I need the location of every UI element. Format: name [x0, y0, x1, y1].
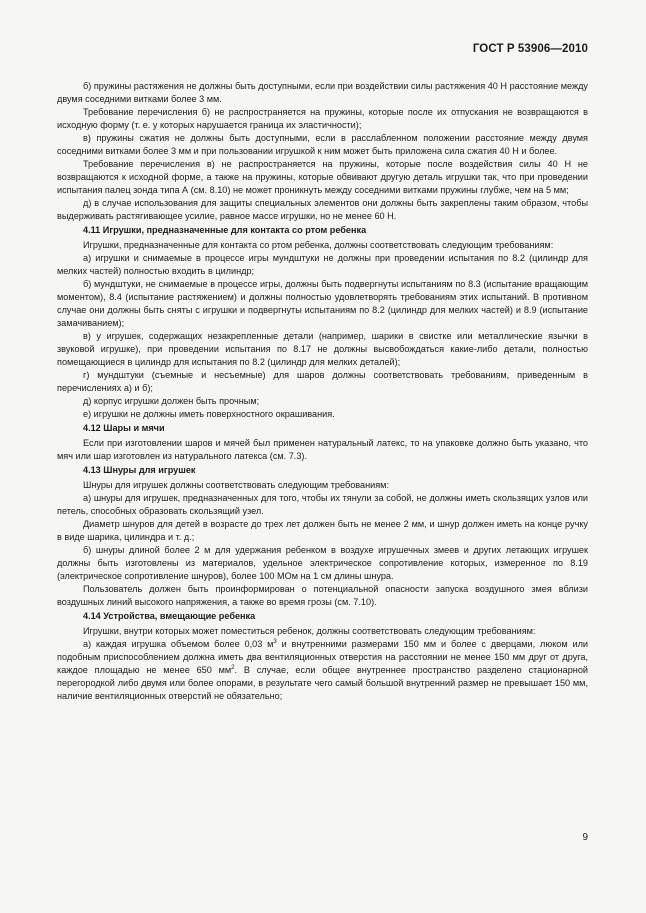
text-run: а) каждая игрушка объемом более 0,03 м	[83, 639, 274, 649]
paragraph: Диаметр шнуров для детей в возрасте до трех лет должен быть не менее 2 мм, и шнур должен иметь на конце ручку в виде шарика, цилиндра и т. д.;	[57, 519, 588, 542]
superscript: 3	[273, 638, 277, 645]
text-run: . В случае, если общее внутреннее пространство разделено стационарной перегородкой либо двумя или более опорами, в результате чего самый большой внутренний размер не превышает 150 мм, наличие вентиляционных отверстий не обязательно;	[57, 665, 588, 701]
section-heading-4-11: 4.11 Игрушки, предназначенные для контакта со ртом ребенка	[83, 225, 367, 235]
paragraph: д) корпус игрушки должен быть прочным;	[83, 396, 260, 406]
paragraph: Требование перечисления б) не распространяется на пружины, которые после их отпускания не возвращаются в исходную форму (т. е. у которых нарушается граница их эластичности);	[57, 107, 588, 130]
text-run: и внутренними размерами 150 мм и более с дверцами, люком или подобным приспособлением должна иметь два вентиляционных отверстия на расстоянии не менее 150 мм друг от друга, каждое площадью не менее 650 мм	[57, 639, 588, 675]
paragraph: б) шнуры длиной более 2 м для удержания ребенком в воздухе игрушечных змеев и других летающих игрушек должны быть изготовлены из материалов, удельное электрическое сопротивление которых, измеренное по 8.19 (электрическое сопротивление шнуров), более 100 МОм на 1 см длины шнура.	[57, 545, 588, 581]
section-heading-4-13: 4.13 Шнуры для игрушек	[83, 465, 196, 475]
paragraph: д) в случае использования для защиты специальных элементов они должны быть закреплены таким образом, чтобы выдерживать растягивающее усилие, равное массе игрушки, но не менее 60 Н.	[57, 198, 588, 221]
paragraph	[57, 638, 588, 703]
paragraph: в) у игрушек, содержащих незакрепленные детали (например, шарики в свистке или металлические язычки в звуковой игрушке), при проведении испытания по 8.17 не должны высвобождаться какие-либо детали, полностью помещающиеся в цилиндр для испытания по 8.2 (цилиндр для мелких деталей);	[57, 331, 588, 367]
document-body	[57, 80, 588, 703]
section-heading-4-12: 4.12 Шары и мячи	[83, 423, 165, 433]
paragraph: а) игрушки и снимаемые в процессе игры мундштуки не должны при проведении испытания по 8.2 (цилиндр для мелких частей) полностью входить в цилиндр;	[57, 253, 588, 276]
paragraph: Требование перечисления в) не распространяется на пружины, которые после воздействия силы 40 Н не возвращаются к исходной форме, а также на пружины, которые обвивают другую деталь игрушки так, что при проведении испытания палец зонда типа А (см. 8.10) не может проникнуть между соседними витками пружины глубже, чем на 5 мм;	[57, 159, 588, 195]
page-number: 9	[582, 832, 588, 843]
paragraph: а) шнуры для игрушек, предназначенных для того, чтобы их тянули за собой, не должны иметь скользящих узлов или петель, способных образовать скользящий узел.	[57, 493, 588, 516]
paragraph: б) пружины растяжения не должны быть доступными, если при воздействии силы растяжения 40 Н расстояние между двумя соседними витками более 3 мм.	[57, 81, 588, 104]
paragraph: Шнуры для игрушек должны соответствовать следующим требованиям:	[83, 480, 389, 490]
section-heading-4-14: 4.14 Устройства, вмещающие ребенка	[83, 611, 256, 621]
paragraph: е) игрушки не должны иметь поверхностного окрашивания.	[83, 409, 335, 419]
standard-number-header: ГОСТ Р 53906—2010	[472, 43, 588, 55]
superscript: 2	[231, 664, 235, 671]
paragraph: г) мундштуки (съемные и несъемные) для шаров должны соответствовать требованиям, приведенным в перечислениях а) и б);	[57, 370, 588, 393]
paragraph: Если при изготовлении шаров и мячей был применен натуральный латекс, то на упаковке должно быть указано, что мяч или шар изготовлен из натурального латекса (см. 7.3).	[57, 438, 588, 461]
paragraph: Пользователь должен быть проинформирован о потенциальной опасности запуска воздушного змея вблизи воздушных линий высокого напряжения, а также во время грозы (см. 7.10).	[57, 584, 588, 607]
paragraph: Игрушки, предназначенные для контакта со ртом ребенка, должны соответствовать следующим требованиям:	[83, 240, 554, 250]
paragraph: б) мундштуки, не снимаемые в процессе игры, должны быть подвергнуты испытаниям по 8.3 (испытание вращающим моментом), 8.4 (испытание растяжением) и должны полностью удовлетворять требованиям этих испытаний. В противном случае они должны быть сняты с игрушки и подвергнуты испытаниям по 8.2 (цилиндр для мелких частей) и 8.9 (испытание замачиванием);	[57, 279, 588, 328]
paragraph: в) пружины сжатия не должны быть доступными, если в расслабленном положении расстояние между двумя соседними витками более 3 мм и при пользовании игрушкой к ним может быть приложена сила сжатия 40 Н и более.	[57, 133, 588, 156]
paragraph: Игрушки, внутри которых может поместиться ребенок, должны соответствовать следующим требованиям:	[83, 626, 536, 636]
